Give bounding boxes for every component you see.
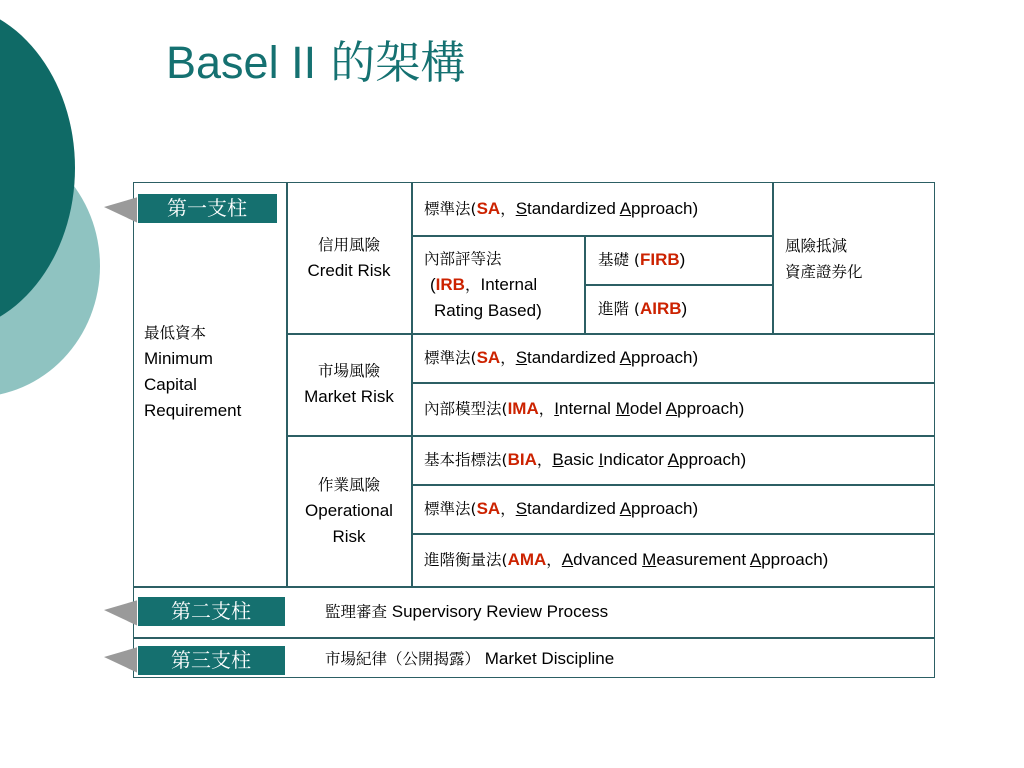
pillar-two-tab: 第二支柱 xyxy=(137,596,285,626)
supervisory-review-en: Supervisory Review Process xyxy=(387,602,609,621)
mitigation-line-2: 資產證券化 xyxy=(785,263,863,281)
pillar-arrow-2 xyxy=(100,598,140,628)
pillar-one-tab: 第一支柱 xyxy=(137,193,277,223)
market-sa-en-2: A xyxy=(619,348,632,367)
operational-risk-zh: 作業風險 xyxy=(317,476,380,494)
slide-title xyxy=(166,36,466,89)
operational-ama-zh: 進階衡量法( xyxy=(424,551,508,569)
operational-bia-en-2: I xyxy=(598,450,604,469)
operational-bia-abbr: BIA xyxy=(507,450,537,469)
credit-irb-zh: 內部評等法 xyxy=(424,250,502,268)
grid-line xyxy=(133,637,935,639)
credit-sa-cell xyxy=(424,196,698,222)
operational-bia-en-3: ndicator xyxy=(603,450,668,469)
market-discipline-en: Market Discipline xyxy=(480,649,615,668)
title-cjk: 的架構 xyxy=(330,36,466,89)
operational-ama-en-2: M xyxy=(642,550,657,569)
operational-risk-en-1: Operational xyxy=(305,501,393,520)
grid-line xyxy=(133,586,935,588)
grid-line xyxy=(411,533,935,535)
mitigation-line-1: 風險抵減 xyxy=(785,237,848,255)
credit-firb-cell xyxy=(598,247,685,273)
grid-line xyxy=(584,284,773,286)
market-ima-en-3: odel xyxy=(629,399,666,418)
market-risk-en: Market Risk xyxy=(304,387,394,406)
grid-line xyxy=(411,382,935,384)
market-ima-en-2: M xyxy=(615,399,630,418)
operational-sa-abbr: SA xyxy=(476,499,501,518)
credit-airb-zh: 進階 ( xyxy=(598,300,640,318)
operational-ama-en-1: dvanced xyxy=(573,550,643,569)
grid-line xyxy=(411,484,935,486)
pillar-three-tab: 第三支柱 xyxy=(137,645,285,675)
credit-irb-abbr: IRB xyxy=(435,275,465,294)
operational-ama-en-4: A xyxy=(749,550,762,569)
min-capital-en-1: Minimum xyxy=(144,349,213,368)
credit-firb-close: ) xyxy=(679,250,686,269)
operational-sa-en-0: S xyxy=(515,499,528,518)
min-capital-en-3: Requirement xyxy=(144,401,242,420)
market-discipline-label xyxy=(325,646,614,672)
market-discipline-zh: 市場紀律（公開揭露） xyxy=(325,650,481,668)
credit-airb-abbr: AIRB xyxy=(639,299,682,318)
operational-sa-sep: ， xyxy=(500,500,516,518)
credit-risk-zh: 信用風險 xyxy=(317,236,380,254)
operational-sa-en-1: tandardized xyxy=(527,499,620,518)
credit-sa-en-3: pproach) xyxy=(631,199,699,218)
credit-sa-en-0: S xyxy=(515,199,528,218)
operational-bia-en-1: asic xyxy=(563,450,599,469)
operational-ama-abbr: AMA xyxy=(507,550,547,569)
operational-sa-cell xyxy=(424,496,698,522)
market-ima-sep: ， xyxy=(538,400,555,418)
grid-line xyxy=(772,183,774,334)
credit-sa-en-2: A xyxy=(619,199,632,218)
operational-sa-zh: 標準法( xyxy=(424,500,477,518)
market-ima-en-1: nternal xyxy=(558,399,616,418)
market-sa-abbr: SA xyxy=(476,348,501,367)
operational-ama-en-0: A xyxy=(561,550,574,569)
market-sa-zh: 標準法( xyxy=(424,349,477,367)
market-sa-sep: ， xyxy=(500,349,516,367)
min-capital-zh: 最低資本 xyxy=(144,324,207,342)
operational-risk-label xyxy=(287,472,411,550)
operational-ama-en-5: pproach) xyxy=(761,550,829,569)
operational-bia-en-0: B xyxy=(552,450,564,469)
supervisory-review-zh: 監理審查 xyxy=(325,603,388,621)
credit-irb-cell xyxy=(424,246,542,324)
operational-bia-cell xyxy=(424,447,746,473)
market-ima-en-5: pproach) xyxy=(677,399,745,418)
min-capital-label xyxy=(144,320,241,424)
credit-irb-en1: Internal xyxy=(480,275,538,294)
pillar-arrow-3 xyxy=(100,645,140,675)
market-ima-cell xyxy=(424,396,744,422)
credit-irb-en2: Rating Based) xyxy=(434,301,542,320)
operational-risk-en-2: Risk xyxy=(332,527,366,546)
operational-bia-en-5: pproach) xyxy=(679,450,747,469)
operational-sa-en-2: A xyxy=(619,499,632,518)
market-sa-en-0: S xyxy=(515,348,528,367)
market-ima-en-4: A xyxy=(665,399,678,418)
market-sa-en-3: pproach) xyxy=(631,348,699,367)
credit-firb-zh: 基礎 ( xyxy=(598,251,640,269)
market-sa-cell xyxy=(424,345,698,371)
credit-irb-open: ( xyxy=(430,275,436,294)
market-sa-en-1: tandardized xyxy=(527,348,620,367)
operational-sa-en-3: pproach) xyxy=(631,499,699,518)
pillar-arrow-1 xyxy=(100,195,140,225)
operational-ama-cell xyxy=(424,547,828,573)
mitigation-cell xyxy=(785,233,863,285)
credit-risk-label xyxy=(287,232,411,284)
title-latin: Basel II xyxy=(166,37,317,88)
market-risk-zh: 市場風險 xyxy=(317,362,380,380)
credit-firb-abbr: FIRB xyxy=(639,250,680,269)
grid-line xyxy=(411,183,413,587)
operational-bia-sep: ， xyxy=(536,451,553,469)
credit-sa-sep: ， xyxy=(500,200,516,218)
market-ima-zh: 內部模型法( xyxy=(424,400,508,418)
credit-risk-en: Credit Risk xyxy=(307,261,391,280)
operational-bia-en-4: A xyxy=(667,450,680,469)
grid-line xyxy=(411,235,773,237)
credit-airb-cell xyxy=(598,296,687,322)
credit-sa-en-1: tandardized xyxy=(527,199,620,218)
grid-line xyxy=(286,435,935,437)
market-risk-label xyxy=(287,358,411,410)
supervisory-review-label xyxy=(325,599,608,625)
operational-bia-zh: 基本指標法( xyxy=(424,451,508,469)
credit-sa-abbr: SA xyxy=(476,199,501,218)
market-ima-en-0: I xyxy=(554,399,559,418)
operational-ama-sep: ， xyxy=(546,551,562,569)
min-capital-en-2: Capital xyxy=(144,375,197,394)
market-ima-abbr: IMA xyxy=(507,399,539,418)
operational-ama-en-3: easurement xyxy=(656,550,750,569)
credit-airb-close: ) xyxy=(681,299,688,318)
grid-line xyxy=(286,333,935,335)
credit-irb-sep: ， xyxy=(464,276,481,294)
credit-sa-zh: 標準法( xyxy=(424,200,477,218)
